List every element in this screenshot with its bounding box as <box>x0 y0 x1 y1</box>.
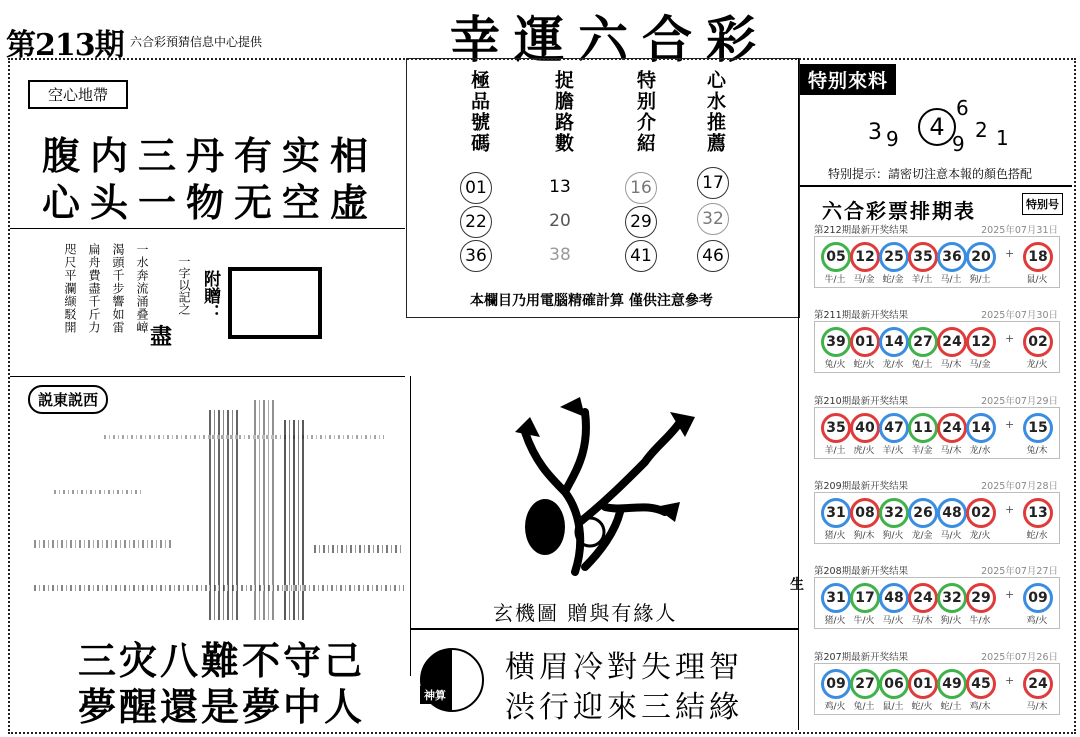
divider <box>410 376 411 676</box>
number-ball: 47 <box>879 413 909 443</box>
draw-date: 2025年07月31日 <box>981 225 1058 236</box>
special-ball: 13 <box>1023 498 1053 528</box>
zodiac-label: 马/木 <box>940 445 962 456</box>
column-header: 捉膽路數 <box>552 70 574 154</box>
gift-label: 附贈： <box>200 270 220 321</box>
divider <box>798 58 799 730</box>
number-ball: 20 <box>966 242 996 272</box>
number-ball: 14 <box>966 413 996 443</box>
number-circle: 32 <box>697 203 729 235</box>
draw-block <box>812 393 1060 473</box>
number-ball: 32 <box>937 583 967 613</box>
zodiac-label: 鼠/土 <box>882 701 904 712</box>
number-ball: 45 <box>966 669 996 699</box>
number-circle: 29 <box>625 206 657 238</box>
number-ball: 24 <box>908 583 938 613</box>
divider <box>410 628 798 630</box>
zodiac-label: 龙/水 <box>969 445 991 456</box>
zodiac-label: 马/木 <box>911 616 933 627</box>
divider <box>10 376 405 377</box>
zodiac-label: 马/火 <box>882 616 904 627</box>
draw-block <box>812 307 1060 387</box>
zodiac-label: 狗/火 <box>940 616 962 627</box>
special-ball: 02 <box>1023 327 1053 357</box>
zodiac-label: 龙/水 <box>882 360 904 371</box>
number-circle: 13 <box>549 177 571 197</box>
special-digit-circled: 4 <box>918 108 956 146</box>
number-ball: 12 <box>850 242 880 272</box>
noisy-scan-image <box>14 380 404 630</box>
zodiac-label: 牛/土 <box>824 275 846 285</box>
zodiac-label: 羊/金 <box>911 445 933 456</box>
number-ball: 26 <box>908 498 938 528</box>
number-ball: 29 <box>966 583 996 613</box>
draw-date: 2025年07月26日 <box>981 651 1058 663</box>
special-digit: 9 <box>952 132 965 156</box>
bottom-couplet-line-1: 三灾八難不守己 <box>78 638 366 683</box>
zodiac-label: 牛/水 <box>969 616 991 627</box>
number-ball: 24 <box>937 413 967 443</box>
draw-block <box>812 563 1060 643</box>
number-circle: 38 <box>549 245 571 265</box>
zodiac-label: 蛇/火 <box>911 701 933 712</box>
zodiac-label: 狗/土 <box>969 275 991 285</box>
issue-number: 第213期 <box>6 28 124 63</box>
zodiac-label: 猪/火 <box>824 616 846 627</box>
tree-picture <box>505 392 705 577</box>
special-ball: 09 <box>1023 583 1053 613</box>
number-ball: 02 <box>966 498 996 528</box>
column-header: 心水推薦 <box>704 70 726 154</box>
draw-title: 第212期最新开奖结果 <box>814 225 909 236</box>
riddle-line-2: 心头一物无空虚 <box>42 180 379 225</box>
zodiac-label: 兔/木 <box>1026 445 1048 456</box>
zodiac-label: 牛/火 <box>853 616 875 627</box>
number-ball: 49 <box>937 669 967 699</box>
number-ball: 31 <box>821 498 851 528</box>
draw-block <box>812 222 1060 302</box>
special-ball: 15 <box>1023 413 1053 443</box>
draw-block <box>812 649 1060 729</box>
section-tag-talk: 説東説西 <box>28 385 108 414</box>
zodiac-label: 狗/木 <box>853 530 875 541</box>
special-label: 特别來料 <box>800 64 896 95</box>
special-digit: 9 <box>886 127 899 151</box>
number-ball: 12 <box>966 327 996 357</box>
number-circle: 36 <box>460 240 492 272</box>
zodiac-label: 马/金 <box>853 275 875 285</box>
zodiac-label: 龙/火 <box>969 530 991 541</box>
zodiac-label: 蛇/土 <box>940 701 962 712</box>
zodiac-label: 鸡/火 <box>1026 616 1048 627</box>
number-ball: 17 <box>850 583 880 613</box>
draw-title: 第209期最新开奖结果 <box>814 480 909 492</box>
number-ball: 01 <box>850 327 880 357</box>
color-hint: 特别提示：請密切注意本報的顏色搭配 <box>828 167 1033 181</box>
number-ball: 11 <box>908 413 938 443</box>
zodiac-label: 蛇/火 <box>853 360 875 371</box>
zodiac-label: 马/火 <box>940 530 962 541</box>
column-header: 特别介紹 <box>634 70 656 154</box>
zodiac-label: 狗/火 <box>882 530 904 541</box>
gift-box <box>228 267 322 339</box>
zodiac-label: 马/土 <box>940 275 962 285</box>
draw-date: 2025年07月28日 <box>981 480 1058 492</box>
special-digit: 3 <box>868 120 882 145</box>
number-circle: 01 <box>460 172 492 204</box>
plus-sign: + <box>1005 502 1015 516</box>
number-ball: 48 <box>879 583 909 613</box>
riddle-line-1: 腹内三丹有实相 <box>42 133 379 178</box>
draw-title: 第207期最新开奖结果 <box>814 651 909 663</box>
divider <box>10 228 405 229</box>
number-ball: 31 <box>821 583 851 613</box>
draw-title: 第210期最新开奖结果 <box>814 395 909 407</box>
main-title: 幸運六合彩 <box>450 10 770 69</box>
number-ball: 24 <box>937 327 967 357</box>
special-digit: 2 <box>975 118 988 142</box>
number-circle: 17 <box>697 167 729 199</box>
number-circle: 20 <box>549 211 571 231</box>
zodiac-label: 兔/土 <box>911 360 933 371</box>
zodiac-label: 蛇/水 <box>1026 530 1048 541</box>
section-tag-empty-heart: 空心地帶 <box>28 80 128 109</box>
draw-ball-row <box>814 663 1060 715</box>
number-circle: 22 <box>460 206 492 238</box>
number-ball: 39 <box>821 327 851 357</box>
plus-sign: + <box>1005 247 1015 260</box>
zodiac-label: 鸡/木 <box>969 701 991 712</box>
draw-date: 2025年07月29日 <box>981 395 1058 407</box>
number-ball: 06 <box>879 669 909 699</box>
hint-character: 盡 <box>150 324 173 350</box>
number-circle: 16 <box>625 172 657 204</box>
hint-vertical: 一字以記之 <box>177 255 191 315</box>
number-circle: 46 <box>697 240 729 272</box>
number-ball: 09 <box>821 669 851 699</box>
zodiac-label: 马/木 <box>940 360 962 371</box>
plus-sign: + <box>1005 588 1015 602</box>
number-ball: 14 <box>879 327 909 357</box>
draw-ball-row <box>814 236 1060 288</box>
zodiac-label: 鼠/火 <box>1026 275 1048 285</box>
zodiac-label: 马/木 <box>1026 701 1048 712</box>
schedule-title: 六合彩票排期表 <box>822 199 976 223</box>
zodiac-label: 兔/火 <box>824 360 846 371</box>
zodiac-label: 羊/土 <box>824 445 846 456</box>
zodiac-label: 马/金 <box>969 360 991 371</box>
divider <box>800 185 1072 187</box>
special-digit: 1 <box>996 126 1009 150</box>
number-circle: 41 <box>625 240 657 272</box>
side-char: 生 <box>790 577 804 593</box>
bottom-couplet-line-2: 夢醒還是夢中人 <box>78 684 366 729</box>
number-ball: 36 <box>937 242 967 272</box>
poem-line: 渴頭千步響如雷 <box>111 243 125 334</box>
draw-block <box>812 478 1060 558</box>
number-ball: 35 <box>908 242 938 272</box>
zodiac-label: 猪/火 <box>824 530 846 541</box>
draw-date: 2025年07月27日 <box>981 566 1058 578</box>
center-couplet-line-1: 横眉冷對失理智 <box>505 650 743 685</box>
poem-line: 咫尺平瀾缬駁開 <box>63 243 77 334</box>
number-ball: 27 <box>850 669 880 699</box>
draw-title: 第211期最新开奖结果 <box>814 310 909 322</box>
draw-ball-row <box>814 492 1060 544</box>
plus-sign: + <box>1005 673 1015 687</box>
number-ball: 01 <box>908 669 938 699</box>
center-note: 本欄目乃用電腦精確計算 僅供注意參考 <box>470 293 713 309</box>
number-ball: 05 <box>821 242 851 272</box>
draw-ball-row <box>814 321 1060 373</box>
number-ball: 48 <box>937 498 967 528</box>
zodiac-label: 羊/土 <box>911 275 933 285</box>
zodiac-label: 羊/火 <box>882 445 904 456</box>
zodiac-label: 龙/火 <box>1026 360 1048 371</box>
number-ball: 32 <box>879 498 909 528</box>
special-ball: 18 <box>1023 242 1053 272</box>
tema-label: 特别号 <box>1022 193 1063 215</box>
draw-title: 第208期最新开奖结果 <box>814 566 909 578</box>
poem-line: 扁舟費盡千斤力 <box>87 243 101 334</box>
center-couplet-line-2: 渋行迎來三結緣 <box>505 690 743 725</box>
poem-line: 一水奔流涌叠嶂 <box>135 243 149 334</box>
zodiac-label: 鸡/火 <box>824 701 846 712</box>
number-ball: 27 <box>908 327 938 357</box>
plus-sign: + <box>1005 417 1015 431</box>
zodiac-label: 蛇/金 <box>882 275 904 285</box>
column-header: 極品號碼 <box>468 70 490 154</box>
special-digit: 6 <box>956 96 969 120</box>
zodiac-label: 虎/火 <box>853 445 875 456</box>
picture-caption: 玄機圖 贈與有緣人 <box>493 601 678 625</box>
zodiac-label: 龙/金 <box>911 530 933 541</box>
stamp-label: 神算 <box>420 686 450 704</box>
plus-sign: + <box>1005 332 1015 346</box>
number-ball: 40 <box>850 413 880 443</box>
draw-ball-row <box>814 577 1060 629</box>
number-ball: 25 <box>879 242 909 272</box>
draw-date: 2025年07月30日 <box>981 310 1058 322</box>
special-ball: 24 <box>1023 669 1053 699</box>
number-ball: 35 <box>821 413 851 443</box>
provider-text: 六合彩預猜信息中心提供 <box>130 35 263 49</box>
number-ball: 08 <box>850 498 880 528</box>
zodiac-label: 兔/土 <box>853 701 875 712</box>
draw-ball-row <box>814 407 1060 459</box>
